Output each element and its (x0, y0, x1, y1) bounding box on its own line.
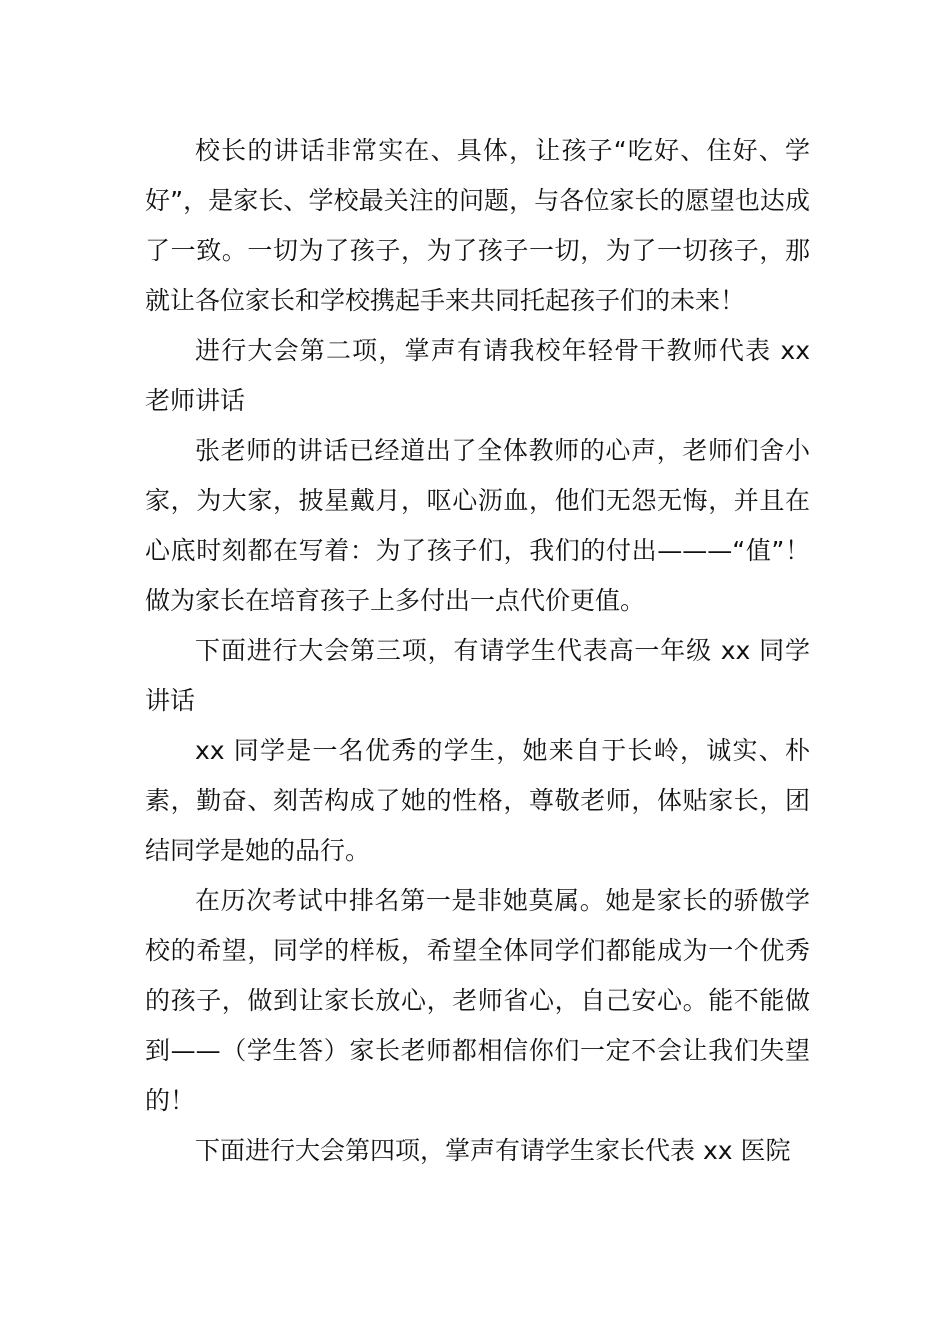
paragraph-principal-speech-comment: 校长的讲话非常实在、具体，让孩子“吃好、住好、学好”，是家长、学校最关注的问题，与各位家长的愿望也达成了一致。一切为了孩子，为了孩子一切，为了一切孩子，那就让各位家长和学校携起手来共同托起孩子们的未来！ (145, 136, 810, 315)
paragraph-agenda-item-2: 进行大会第二项，掌声有请我校年轻骨干教师代表 xx 老师讲话 (145, 336, 810, 415)
paragraph-agenda-item-3: 下面进行大会第三项，有请学生代表高一年级 xx 同学讲话 (145, 636, 810, 715)
paragraph-teacher-speech-comment: 张老师的讲话已经道出了全体教师的心声，老师们舍小家，为大家，披星戴月，呕心沥血，他们无怨无悔，并且在心底时刻都在写着：为了孩子们，我们的付出———“值”！做为家长在培育孩子上多付出一点代价更值。 (145, 436, 810, 615)
paragraph-student-introduction: xx 同学是一名优秀的学生，她来自于长岭，诚实、朴素，勤奋、刻苦构成了她的性格，尊敬老师，体贴家长，团结同学是她的品行。 (145, 736, 810, 865)
document-body (145, 126, 810, 1176)
paragraph-student-praise: 在历次考试中排名第一是非她莫属。她是家长的骄傲学校的希望，同学的样板，希望全体同学们都能成为一个优秀的孩子，做到让家长放心，老师省心，自己安心。能不能做到——（学生答）家长老师都相信你们一定不会让我们失望的！ (145, 886, 810, 1115)
paragraph-agenda-item-4: 下面进行大会第四项，掌声有请学生家长代表 xx 医院 (195, 1136, 791, 1165)
